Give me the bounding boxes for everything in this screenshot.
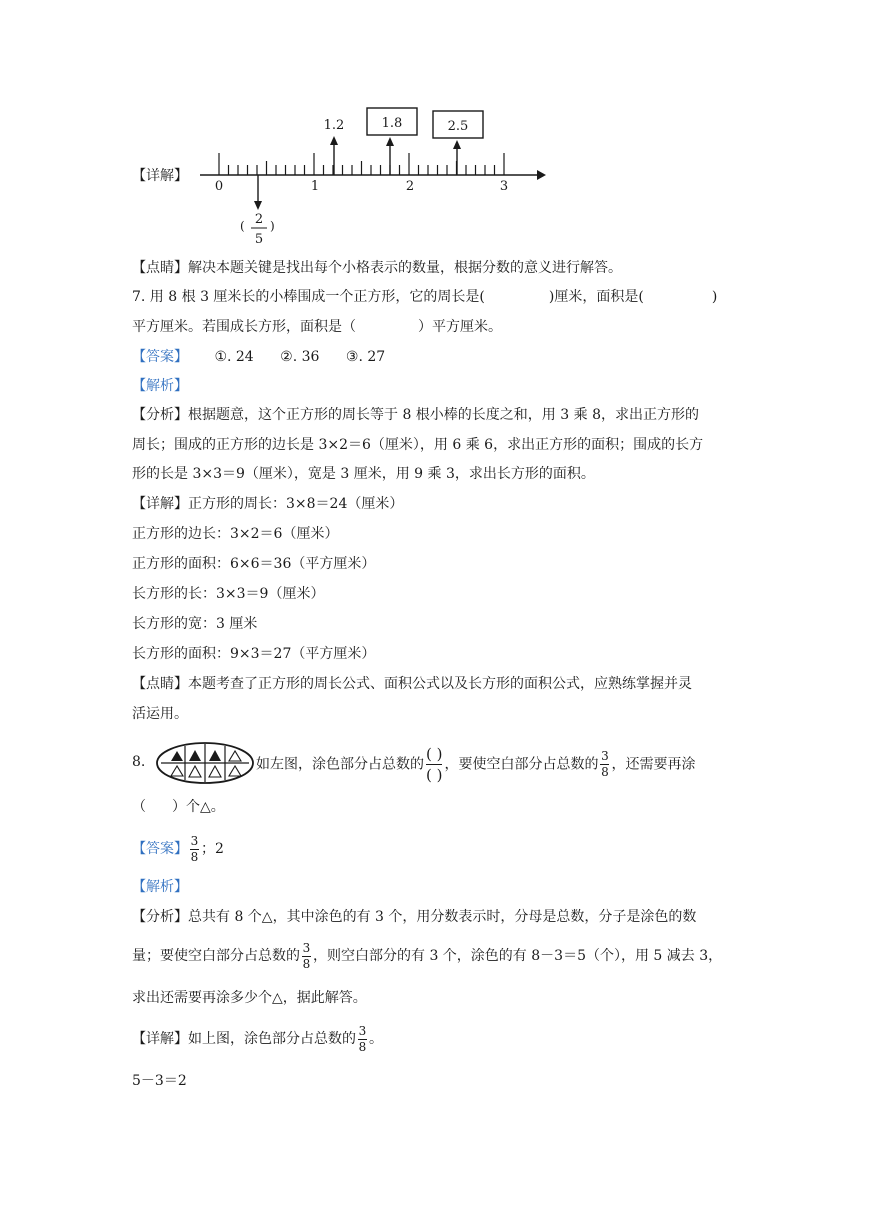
- q7-analysis-2: 周长；围成的正方形的边长是 3×2＝6（厘米），用 6 乘 6，求出正方形的面积；围成的长方: [132, 437, 704, 453]
- q7-detail-6: 长方形的面积：9×3＝27（平方厘米）: [132, 646, 376, 662]
- q7-analysis-1: 【分析】根据题意，这个正方形的周长等于 8 根小棒的长度之和，用 3 乘 8，求出正方形的: [132, 407, 699, 423]
- arrow-up-icon: [453, 140, 461, 149]
- answer-1: ①. 24: [214, 349, 254, 365]
- mark-label-1-2: 1.2: [323, 118, 345, 133]
- number-line-figure: [0, 0, 869, 260]
- fraction-3-8: $\frac{3}{8}$: [358, 1023, 367, 1054]
- fraction-3-8: $\frac{3}{8}$: [601, 749, 609, 779]
- q8-number: 8.: [132, 754, 146, 770]
- q7-comment-1: 【点睛】本题考查了正方形的周长公式、面积公式以及长方形的面积公式，应熟练掌握并灵: [132, 676, 692, 692]
- q7-line-2: 平方厘米。若围成长方形，面积是（ ）平方厘米。: [132, 319, 502, 335]
- q7-analysis-label: 【解析】: [132, 378, 188, 394]
- number-line-ticks: [219, 153, 504, 175]
- triangle-oval-figure: [155, 741, 255, 785]
- q7-line-1: 7. 用 8 根 3 厘米长的小棒围成一个正方形，它的周长是( )厘米，面积是( ): [132, 289, 718, 305]
- arrow-up-icon: [330, 136, 338, 145]
- fraction-denominator: 5: [254, 232, 264, 247]
- q8-line-2: （ ）个△。: [132, 799, 225, 815]
- tick-label-3: 3: [499, 179, 509, 194]
- tick-label-0: 0: [214, 179, 224, 194]
- q8-answer: 【答案】 $\frac{3}{8}$ ；2: [132, 833, 224, 864]
- detail-label: 【详解】: [132, 168, 188, 184]
- q8-analysis-2: 量；要使空白部分占总数的 $\frac{3}{8}$ ，则空白部分的有 3 个，涂色的有 8－3＝5（个），用 5 减去 3，: [132, 940, 723, 971]
- mark-label-1-8: 1.8: [381, 116, 403, 131]
- fraction-numerator: 2: [254, 212, 264, 227]
- q7-detail-2: 正方形的边长：3×2＝6（厘米）: [132, 526, 339, 542]
- q7-answer: 【答案】 ①. 24 ②. 36 ③. 27: [132, 349, 386, 365]
- paren-close: ): [270, 219, 275, 233]
- arrow-up-icon: [386, 137, 394, 146]
- fraction-3-8: $\frac{3}{8}$: [302, 940, 311, 971]
- q8-line-1: 如左图，涂色部分占总数的 $\frac{( )}{( )}$ ，要使空白部分占总数的 $\frac{3}{8}$ ，还需要再涂: [256, 745, 696, 784]
- q7-detail-3: 正方形的面积：6×6＝36（平方厘米）: [132, 556, 376, 572]
- answer-fraction: $\frac{3}{8}$: [190, 833, 199, 864]
- q6-comment: 【点睛】解决本题关键是找出每个小格表示的数量，根据分数的意义进行解答。: [132, 260, 622, 276]
- q7-detail-5: 长方形的宽：3 厘米: [132, 616, 258, 632]
- q8-detail: 【详解】如上图，涂色部分占总数的 $\frac{3}{8}$ 。: [132, 1023, 383, 1054]
- axis-arrow-icon: [537, 170, 546, 180]
- q7-detail-1: 【详解】正方形的周长：3×8＝24（厘米）: [132, 496, 404, 512]
- q7-comment-2: 活运用。: [132, 706, 188, 722]
- q7-detail-4: 长方形的长：3×3＝9（厘米）: [132, 586, 325, 602]
- blank-fraction: $\frac{( )}{( )}$: [426, 745, 443, 784]
- q7-analysis-3: 形的长是 3×3＝9（厘米），宽是 3 厘米，用 9 乘 3，求出长方形的面积。: [132, 466, 595, 482]
- tick-label-2: 2: [405, 179, 415, 194]
- mark-label-2-5: 2.5: [447, 119, 469, 134]
- arrow-down-icon: [254, 201, 262, 210]
- q8-analysis-label: 【解析】: [132, 879, 188, 895]
- paren-open: (: [240, 219, 245, 233]
- q8-analysis-1: 【分析】总共有 8 个△，其中涂色的有 3 个，用分数表示时，分母是总数，分子是涂色的数: [132, 909, 697, 925]
- tick-label-1: 1: [310, 179, 320, 194]
- q8-final: 5－3＝2: [132, 1073, 187, 1089]
- answer-2: ②. 36: [280, 349, 320, 365]
- answer-3: ③. 27: [345, 349, 386, 365]
- q8-analysis-3: 求出还需要再涂多少个△，据此解答。: [132, 990, 367, 1006]
